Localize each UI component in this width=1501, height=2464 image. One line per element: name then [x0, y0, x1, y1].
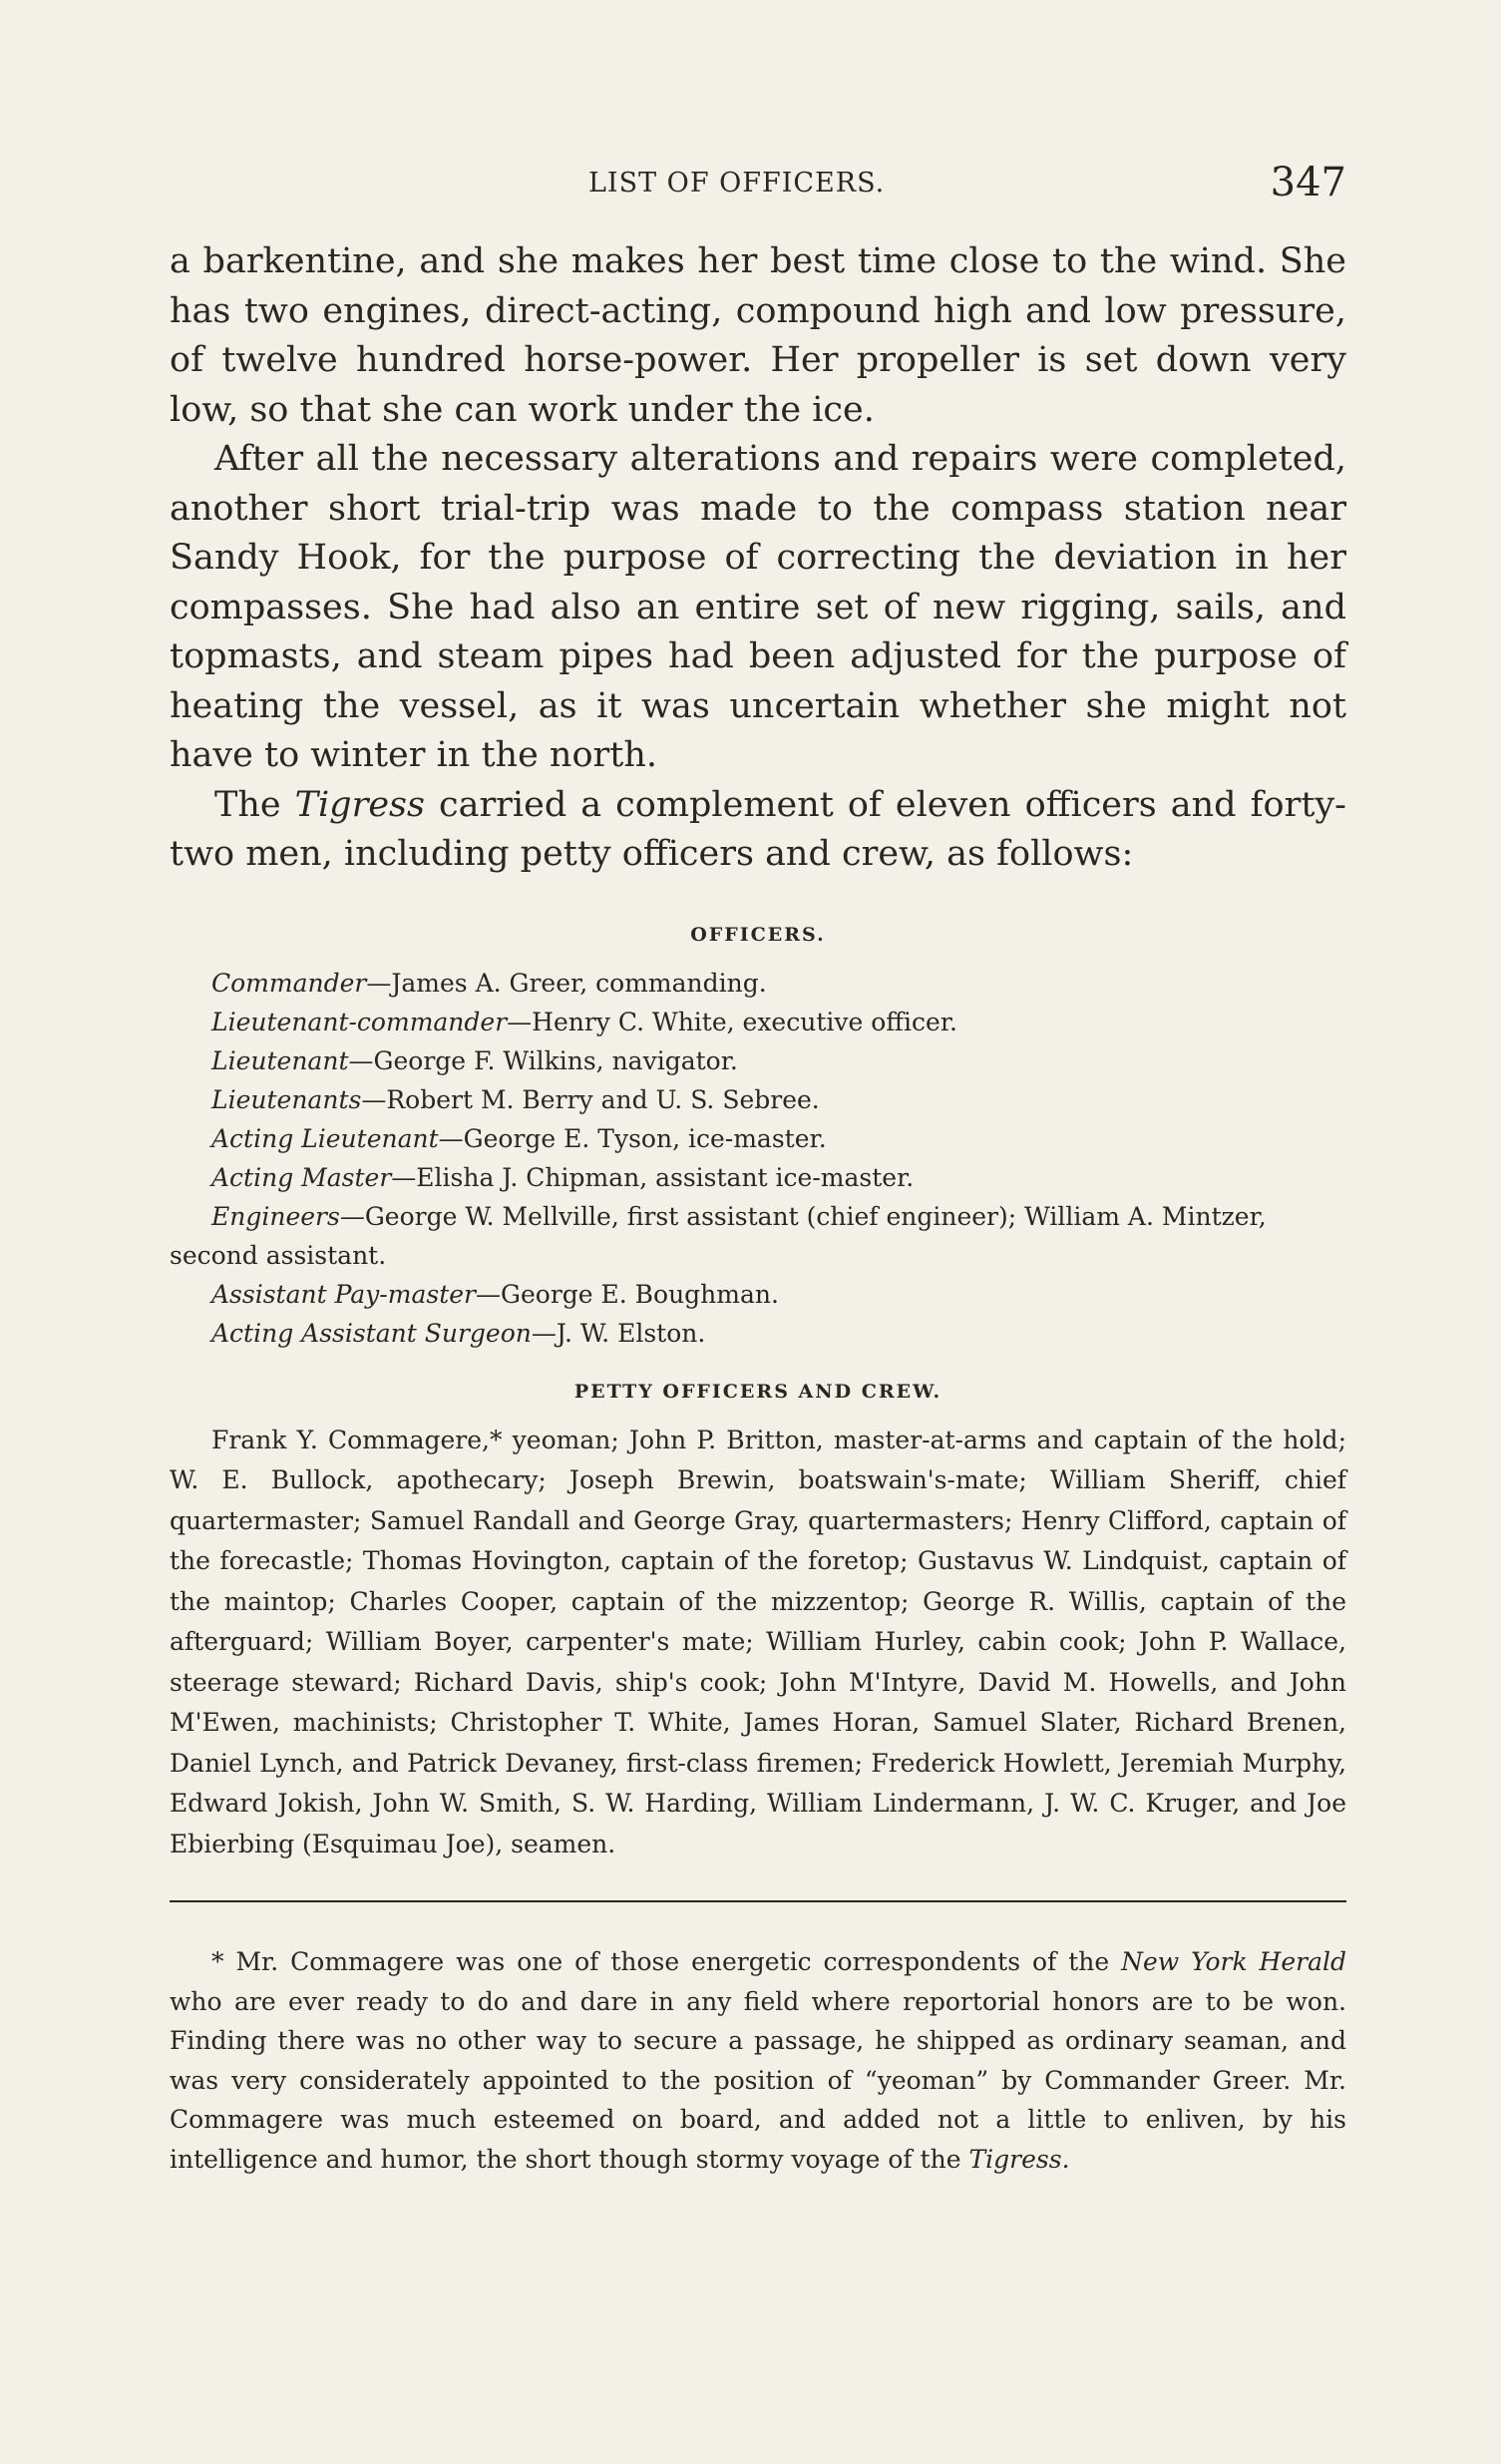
intro-after: carried a complement of eleven officers and forty-two men, including petty officers and crew, as follows:: [170, 784, 1347, 874]
officer-entry: [170, 1197, 1346, 1275]
officer-role: Lieutenant-commander: [211, 1007, 508, 1036]
paragraph-intro: [170, 781, 1346, 880]
officer-role: Lieutenant: [211, 1045, 349, 1075]
officer-detail: —George F. Wilkins, navigator.: [348, 1045, 738, 1075]
page-number: 347: [1270, 160, 1346, 205]
officer-detail: —George E. Tyson, ice-master.: [438, 1123, 827, 1153]
officer-entry: [170, 1003, 1346, 1041]
footnote-ship-name: Tigress.: [968, 2144, 1070, 2174]
officer-entry: [170, 1275, 1346, 1314]
officer-role: Commander: [211, 968, 367, 998]
officer-role: Acting Assistant Surgeon: [211, 1318, 532, 1348]
officer-detail: —George W. Mellville, first assistant (chief engineer); William A. Mintzer, second assistant.: [170, 1201, 1267, 1270]
officer-detail: —Elisha J. Chipman, assistant ice-master.: [391, 1162, 915, 1192]
officer-entry: [170, 1041, 1346, 1080]
footnote: [170, 1942, 1346, 2179]
officer-role: Lieutenants: [211, 1084, 362, 1114]
officer-entry: [170, 1158, 1346, 1197]
footnote-part-2: who are ever ready to do and dare in any field where reportorial honors are to be won. Finding there was no other way to secure a passage, he shipped as ordinary seaman, and was very considerately appointed to the position of “yeoman” by Commander Greer. Mr. Commagere was much esteemed on board, and added not a little to enliven, by his intelligence and humor, the short though stormy voyage of the: [170, 1986, 1346, 2174]
crew-heading: PETTY OFFICERS AND CREW.: [573, 1380, 942, 1403]
officer-role: Acting Master: [211, 1162, 392, 1192]
running-head: LIST OF OFFICERS.: [588, 168, 886, 199]
paragraph-2: After all the necessary alterations and repairs were completed, another short trial-trip was made to the compass station near Sandy Hook, for the purpose of correcting the deviation in her compasses. She had also an entire set of new rigging, sails, and topmasts, and steam pipes had been adjusted for the purpose of heating the vessel, as it was uncertain whether she might not have to winter in the north.: [170, 439, 1346, 775]
intro-before: The: [214, 784, 295, 825]
officer-detail: —James A. Greer, commanding.: [366, 968, 767, 998]
officer-role: Acting Lieutenant: [211, 1123, 439, 1153]
officer-detail: —J. W. Elston.: [531, 1318, 706, 1348]
page-header: [170, 160, 1346, 219]
footnote-newspaper: New York Herald: [1121, 1947, 1346, 1976]
officer-detail: —Robert M. Berry and U. S. Sebree.: [361, 1084, 820, 1114]
officer-detail: —George E. Boughman.: [476, 1279, 779, 1309]
officer-entry: [170, 964, 1346, 1003]
officer-role: Engineers: [211, 1201, 340, 1231]
officer-detail: —Henry C. White, executive officer.: [507, 1007, 957, 1036]
officer-role: Assistant Pay-master: [211, 1279, 476, 1309]
officers-list: [170, 964, 1346, 1353]
intro-ship-name: Tigress: [294, 784, 425, 825]
officers-heading: OFFICERS.: [690, 923, 826, 946]
footnote-divider: [170, 1900, 1346, 1902]
officer-entry: [170, 1119, 1346, 1158]
officer-entry: [170, 1314, 1346, 1353]
page-body: [170, 237, 1346, 1864]
footnote-part-1: * Mr. Commagere was one of those energetic correspondents of the: [211, 1947, 1122, 1976]
officer-entry: [170, 1080, 1346, 1119]
paragraph-1: a barkentine, and she makes her best time close to the wind. She has two engines, direct-acting, compound high and low pressure, of twelve hundred horse-power. Her propeller is set down very low, so that she can work under the ice.: [170, 241, 1346, 430]
crew-list: Frank Y. Commagere,* yeoman; John P. Britton, master-at-arms and captain of the hold; W. E. Bullock, apothecary; Joseph Brewin, boatswain's-mate; William Sheriff, chief quartermaster; Samuel Randall and George Gray, quartermasters; Henry Clifford, captain of the forecastle; Thomas Hovington, captain of the foretop; Gustavus W. Lindquist, captain of the maintop; Charles Cooper, captain of the mizzentop; George R. Willis, captain of the afterguard; William Boyer, carpenter's mate; William Hurley, cabin cook; John P. Wallace, steerage steward; Richard Davis, ship's cook; John M'Intyre, David M. Howells, and John M'Ewen, machinists; Christopher T. White, James Horan, Samuel Slater, Richard Brenen, Daniel Lynch, and Patrick Devaney, first-class firemen; Frederick Howlett, Jeremiah Murphy, Edward Jokish, John W. Smith, S. W. Harding, William Lindermann, J. W. C. Kruger, and Joe Ebierbing (Esquimau Joe), seamen.: [170, 1425, 1346, 1858]
